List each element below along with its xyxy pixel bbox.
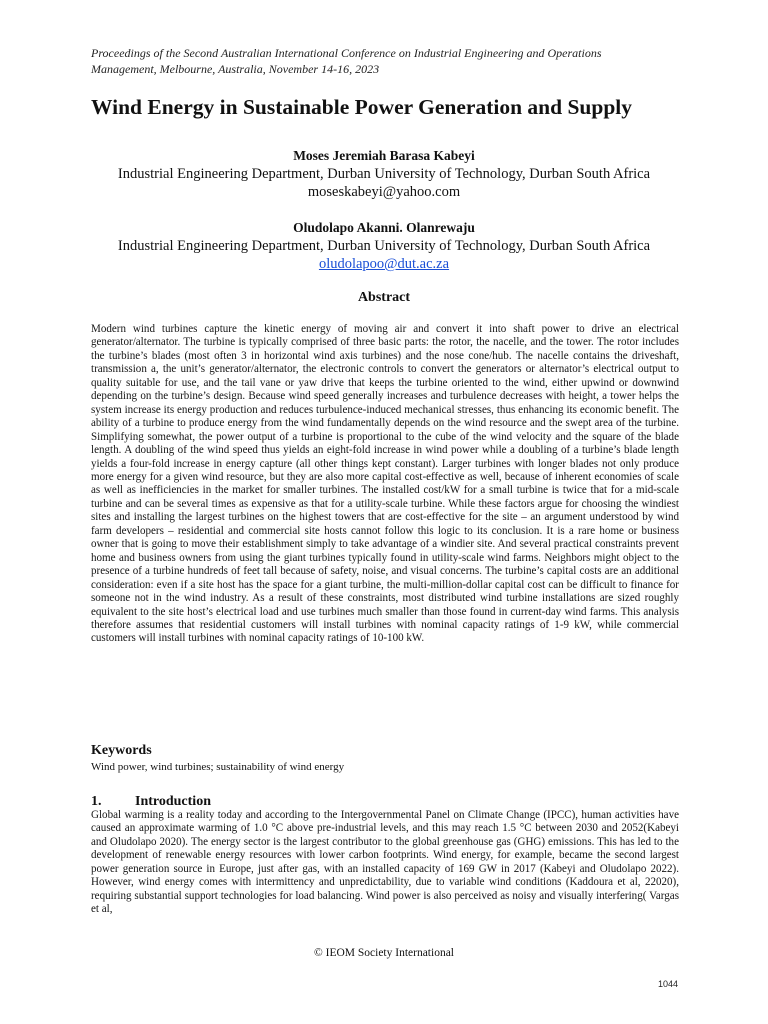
introduction-body bbox=[91, 809, 679, 917]
author-affiliation: Industrial Engineering Department, Durban University of Technology, Durban South Africa bbox=[117, 238, 651, 254]
keywords-text: Wind power, wind turbines; sustainability of wind energy bbox=[91, 761, 345, 773]
author-name: Oludolapo Akanni. Olanrewaju bbox=[293, 220, 475, 235]
section-number: 1. bbox=[91, 794, 102, 809]
section-title: Introduction bbox=[135, 794, 211, 809]
author-name: Moses Jeremiah Barasa Kabeyi bbox=[293, 148, 475, 163]
author-email-link[interactable]: oludolapoo@dut.ac.za bbox=[318, 256, 450, 272]
introduction-paragraph: Global warming is a reality today and according to the Intergovernmental Panel on Climate Change (IPCC), human activities have caused an approximate warming of 1.0 °C above pre-industrial levels, and this may reach 1.5 °C between 2030 and 2052(Kabeyi and Oludolapo 2020). The energy sector is the largest contributor to the global greenhouse gas (GHG) emissions. This has led to the development of renewable energy resources with lower carbon footprints. Wind energy, for example, became the second largest power generation source in Europe, just after gas, with an installed capacity of 169 GW in 2017 (Kabeyi and Oludolapo 2022). However, wind energy comes with intermittency and unpredictability, due to variable wind conditions (Kaddoura et al, 22020), requiring substantial support technologies for load balancing. Wind power is also perceived as noisy and visually interfering( Vargas et al, bbox=[91, 809, 679, 916]
abstract-paragraph: Modern wind turbines capture the kinetic energy of moving air and convert it into shaft power to drive an electrical generator/alternator. The turbine is typically comprised of three basic parts: the rotor, the nacelle, and the tower. The rotor includes the turbine’s blades (most often 3 in horizontal wind axis turbines) and the nose cone/hub. The nacelle contains the driveshaft, transmission a, the unit’s generator/alternator, the electronic controls to convert the generators or alternator’s electrical output to quality suitable for use, and the tail vane or yaw drive that keeps the turbine oriented to the wind, either upwind or downwind depending on the turbine’s design. Because wind speed generally increases and turbulence decreases with height, a tower helps the system increase its energy production and reduces turbulence-induced mechanical stresses, thus enhancing its economic benefit. The ability of a turbine to produce energy from the wind fundamentally depends on the wind resource and the swept area of the turbine. Simplifying somewhat, the power output of a turbine is proportional to the cube of the wind velocity and the square of the blade length. A doubling of the wind speed thus yields an eight-fold increase in wind power while a doubling of a turbine’s blade length yields a four-fold increase in energy capture (all other things kept constant). Larger turbines with longer blades not only produce more energy for a given wind resource, but they are also more capital cost-effective as well, because of inherent economies of scale as well as inefficiencies in the market for smaller turbines. The installed cost/kW for a small turbine is twice that for a mid-scale turbine and can be several times as expensive as that for a utility-scale turbine. While these factors argue for choosing the windiest sites and installing the largest turbines on the highest towers that are cost-effective for the site – an argument understood by wind farm developers – residential and commercial site hosts cannot follow this logic to its conclusion. It is a rare home or business owner that is going to move their establishment simply to take advantage of a windier site. And several practical constraints prevent home and business owners from using the giant turbines typically found in utility-scale wind farms. Neighbors might object to the presence of a turbine hundreds of feet tall because of safety, noise, and visual concerns. The turbine’s capital costs are an additional consideration: even if a site host has the space for a giant turbine, the multi-million-dollar capital cost can be difficult to finance for someone not in the wind industry. As a result of these constraints, most distributed wind turbine installations are sized roughly equivalent to the site host’s electrical load and use turbines much smaller than those found in current-day wind farms. This analysis therefore assumes that residential customers will install turbines with nominal capacity ratings of 1-9 kW, while commercial customers will install turbines with nominal capacity ratings of 10-100 kW. bbox=[91, 323, 679, 645]
author-affiliation: Industrial Engineering Department, Durban University of Technology, Durban South Africa bbox=[117, 166, 651, 182]
copyright-footer: © IEOM Society International bbox=[314, 947, 454, 959]
abstract-body bbox=[91, 323, 679, 646]
abstract-heading: Abstract bbox=[357, 290, 411, 305]
author-block-2 bbox=[0, 219, 768, 273]
keywords-heading: Keywords bbox=[91, 743, 152, 758]
author-email: moseskabeyi@yahoo.com bbox=[307, 184, 461, 200]
conference-header-line-2: Management, Melbourne, Australia, November 14-16, 2023 bbox=[91, 62, 380, 76]
paper-title: Wind Energy in Sustainable Power Generation and Supply bbox=[91, 95, 633, 119]
conference-header-line-1: Proceedings of the Second Australian International Conference on Industrial Engineering and Operations bbox=[91, 46, 602, 60]
page-number: 1044 bbox=[657, 979, 678, 989]
conference-header bbox=[91, 45, 691, 77]
author-block-1 bbox=[0, 147, 768, 201]
